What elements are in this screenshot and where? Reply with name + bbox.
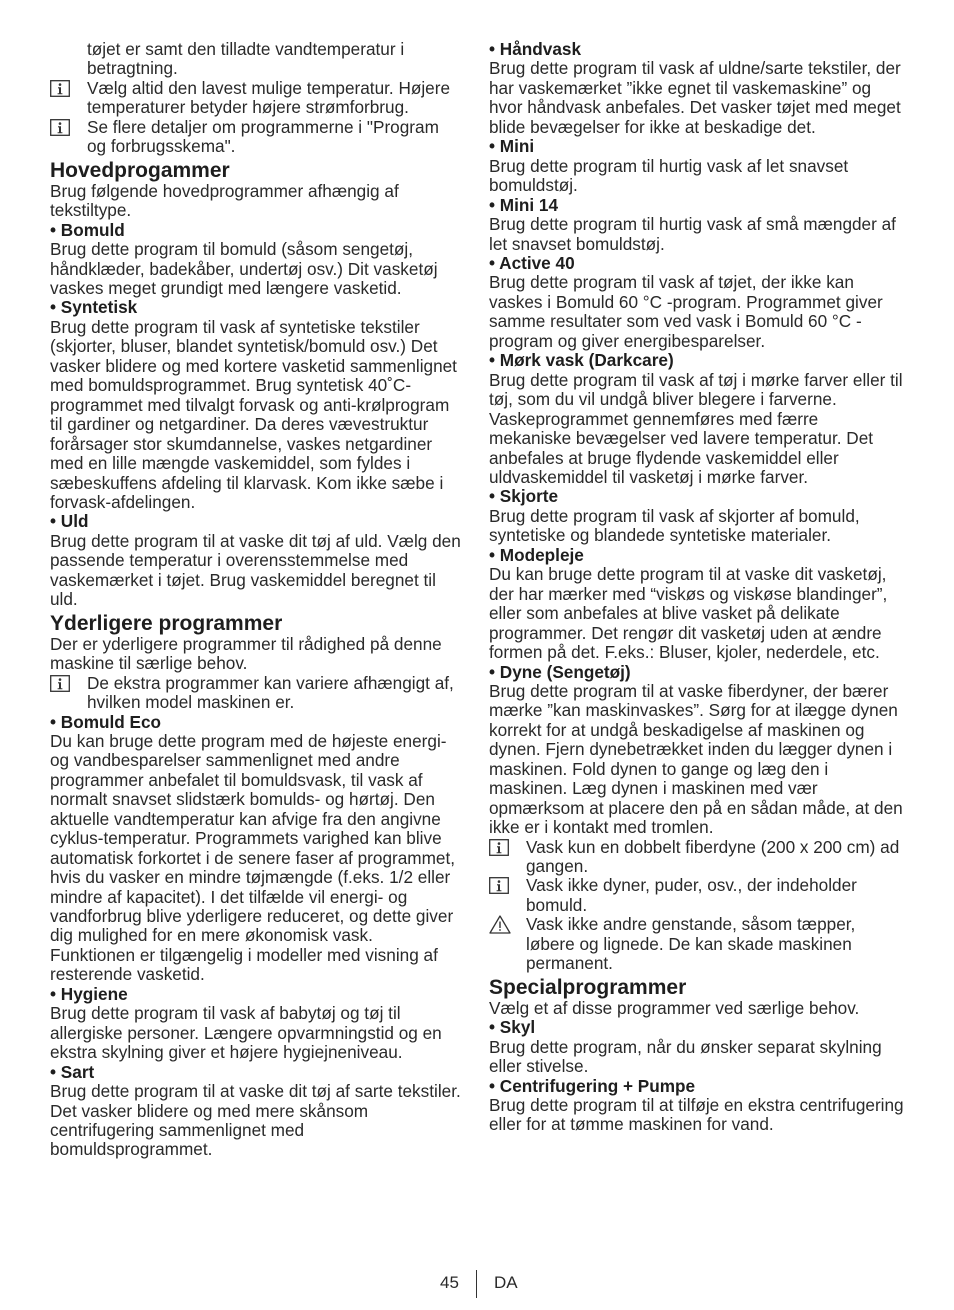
program-title: • Mini 14: [489, 194, 559, 215]
program-title: • Mørk vask (Darkcare): [489, 350, 674, 371]
program-title: • Active 40: [489, 252, 575, 273]
language-code: DA: [494, 1273, 518, 1292]
program-text: Brug dette program til at tilføje en ekstra centrifugering eller for at tømme maskinen for vand.: [489, 1095, 904, 1135]
note-text: Se flere detaljer om programmerne i "Program og forbrugsskema".: [87, 116, 439, 157]
program-title: • Sart: [50, 1061, 95, 1082]
program-title: • Håndvask: [489, 39, 581, 59]
program-text: Brug dette program til vask af tøj i mørke farver eller til tøj, som du vil undgå bliver blegere i farverne. Vaskeprogrammet gennemføres med færre mekaniske bevægelser ved lavere temperatur. Det anbefales at bruge flydende vaskemiddel eller uldvaskemiddel til vasketøj i mørke farver.: [489, 369, 903, 487]
program-title: • Dyne (Sengetøj): [489, 661, 631, 682]
note: [50, 118, 462, 157]
section-intro: Der er yderligere programmer til rådighed på denne maskine til særlige behov.: [50, 633, 442, 674]
note-text: De ekstra programmer kan variere afhængigt af, hvilken model maskinen er.: [87, 672, 454, 713]
program-title: • Modepleje: [489, 544, 584, 565]
program-text: Du kan bruge dette program til at vaske dit vasketøj, der har mærker med “viskøs og viskøse blandinger”, eller som anbefales at blive vasket på delikate programmer. Det rengør dit vasketøj uden at ændre formen på det. F.eks.: Bluser, kjoler, nederdele, etc.: [489, 564, 888, 663]
program-text: Brug dette program til at vaske dit tøj af sarte tekstiler. Det vasker blidere og med mere skånsom centrifugering sammenlignet med bomuldsprogrammet.: [50, 1081, 461, 1160]
warning-text: Vask ikke andre genstande, såsom tæpper, løbere og lignede. De kan skade maskinen permanent.: [526, 914, 856, 974]
note: [50, 79, 462, 118]
note-text: Vask kun en dobbelt fiberdyne (200 x 200 cm) ad gangen.: [526, 836, 900, 877]
program-text: Brug dette program til vask af tøjet, der ikke kan vaskes i Bomuld 60 °C -program. Programmet giver samme resultater som ved vask i Bomuld 60 °C -program og giver energibesparelser.: [489, 272, 883, 351]
footer-divider: [476, 1270, 477, 1298]
heading-hovedprogrammer: Hovedprogammer: [50, 158, 230, 182]
heading-special: Specialprogrammer: [489, 975, 687, 999]
section-intro: Brug følgende hovedprogrammer afhængig af tekstiltype.: [50, 180, 399, 221]
heading-yderligere: Yderligere programmer: [50, 611, 283, 635]
left-column: [50, 40, 462, 1160]
note: [50, 674, 462, 713]
program-title: • Hygiene: [50, 983, 128, 1004]
intro-continuation: tøjet er samt den tilladte vandtemperatur i betragtning.: [87, 39, 405, 79]
info-icon: [489, 838, 526, 857]
program-title: • Mini: [489, 136, 535, 157]
warning-note: [489, 915, 904, 973]
program-text: Brug dette program til bomuld (såsom sengetøj, håndklæder, badekåber, undertøj osv.) Dit vasketøj vaskes meget grundigt med længere vasketid.: [50, 239, 438, 298]
program-title: • Skyl: [489, 1017, 536, 1038]
program-text: Brug dette program, når du ønsker separat skylning eller stivelse.: [489, 1036, 882, 1077]
right-column: [489, 40, 904, 1135]
note: [489, 838, 904, 877]
section-intro: Vælg et af disse programmer ved særlige behov.: [489, 997, 860, 1018]
note: [489, 876, 904, 915]
program-title: • Bomuld: [50, 219, 125, 240]
program-text: Brug dette program til vask af babytøj og tøj til allergiske personer. Længere opvarmningstid og en ekstra skylning giver et højere hygiejneniveau.: [50, 1003, 442, 1063]
program-text: Brug dette program til hurtig vask af let snavset bomuldstøj.: [489, 155, 849, 196]
program-text: Brug dette program til hurtig vask af små mængder af let snavset bomuldstøj.: [489, 214, 896, 254]
page-number: 45: [440, 1273, 459, 1292]
program-title: • Bomuld Eco: [50, 711, 162, 732]
program-text: Du kan bruge dette program med de højeste energi- og vandbesparelser sammenlignet med andre programmer anbefalet til bomuldsvask, til vask af normalt snavset slidstærk bomulds- og hørtøj. Den aktuelle vandtemperatur kan afvige fra den angivne cyklus-temperatur. Programmets varighed kan blive automatisk forkortet i de senere faser af programmet, hvis du vasker en mindre tøjmængde (f.eks. 1/2 eller mindre af kapacitet). I det tilfælde vil energi- og vandforbrug blive yderligere reduceret, og dette giver dig mulighed for en mere økonomisk vask. Funktionen er tilgængelig i modeller med visning af resterende vasketid.: [50, 730, 456, 985]
info-icon: [50, 674, 87, 693]
program-title: • Skjorte: [489, 486, 559, 507]
info-icon: [489, 876, 526, 895]
program-text: Brug dette program til vask af uldne/sarte tekstiler, der har vaskemærket ”ikke egnet til vaskemaskine” og hvor håndvask anbefales. Det vasker tøjet med meget blide bevægelser for ikke at beskadige det.: [489, 58, 901, 137]
program-text: Brug dette program til vask af skjorter af bomuld, syntetiske og blandede syntetiske materialer.: [489, 505, 860, 546]
program-title: • Syntetisk: [50, 297, 138, 318]
program-text: Brug dette program til vask af syntetiske tekstiler (skjorter, bluser, blandet syntetisk/bomuld osv.) Det vasker blidere og med kortere vasketid sammenlignet med bomuldsprogrammet. Brug syntetisk 40˚C-programmet med tilvalgt forvask og anti-krølprogram til gardiner og netgardiner. Da deres vævestruktur forårsager stor skumdannelse, vaskes netgardiner med en lille mængde vaskemiddel, som fyldes i sæbeskuffens afdeling til klarvask. Kom ikke sæbe i forvask-afdelingen.: [50, 316, 457, 512]
info-icon: [50, 118, 87, 137]
note-text: Vælg altid den lavest mulige temperatur. Højere temperaturer betyder højere strømforbrug.: [87, 77, 451, 118]
program-text: Brug dette program til at vaske dit tøj af uld. Vælg den passende temperatur i overensstemmelse med vaskemærket i tøjet. Brug vaskemiddel beregnet til uld.: [50, 530, 461, 610]
note-text: Vask ikke dyner, puder, osv., der indeholder bomuld.: [526, 875, 857, 915]
page-footer: [0, 1270, 954, 1300]
program-text: Brug dette program til at vaske fiberdyner, der bærer mærke ”kan maskinvaskes”. Sørg for at ilægge dynen korrekt for at undgå beskadigelse af maskinen og dynen. Fjern dynebetrækket inden du lægger dynen i maskinen. Fold dynen to gange og læg den i maskinen. Læg dynen i maskinen med vær opmærksom at placere den på en sådan måde, at den ikke er i kontakt med tromlen.: [489, 680, 903, 838]
program-title: • Uld: [50, 511, 89, 532]
info-icon: [50, 79, 87, 98]
warning-icon: [489, 915, 526, 934]
program-title: • Centrifugering + Pumpe: [489, 1075, 696, 1096]
